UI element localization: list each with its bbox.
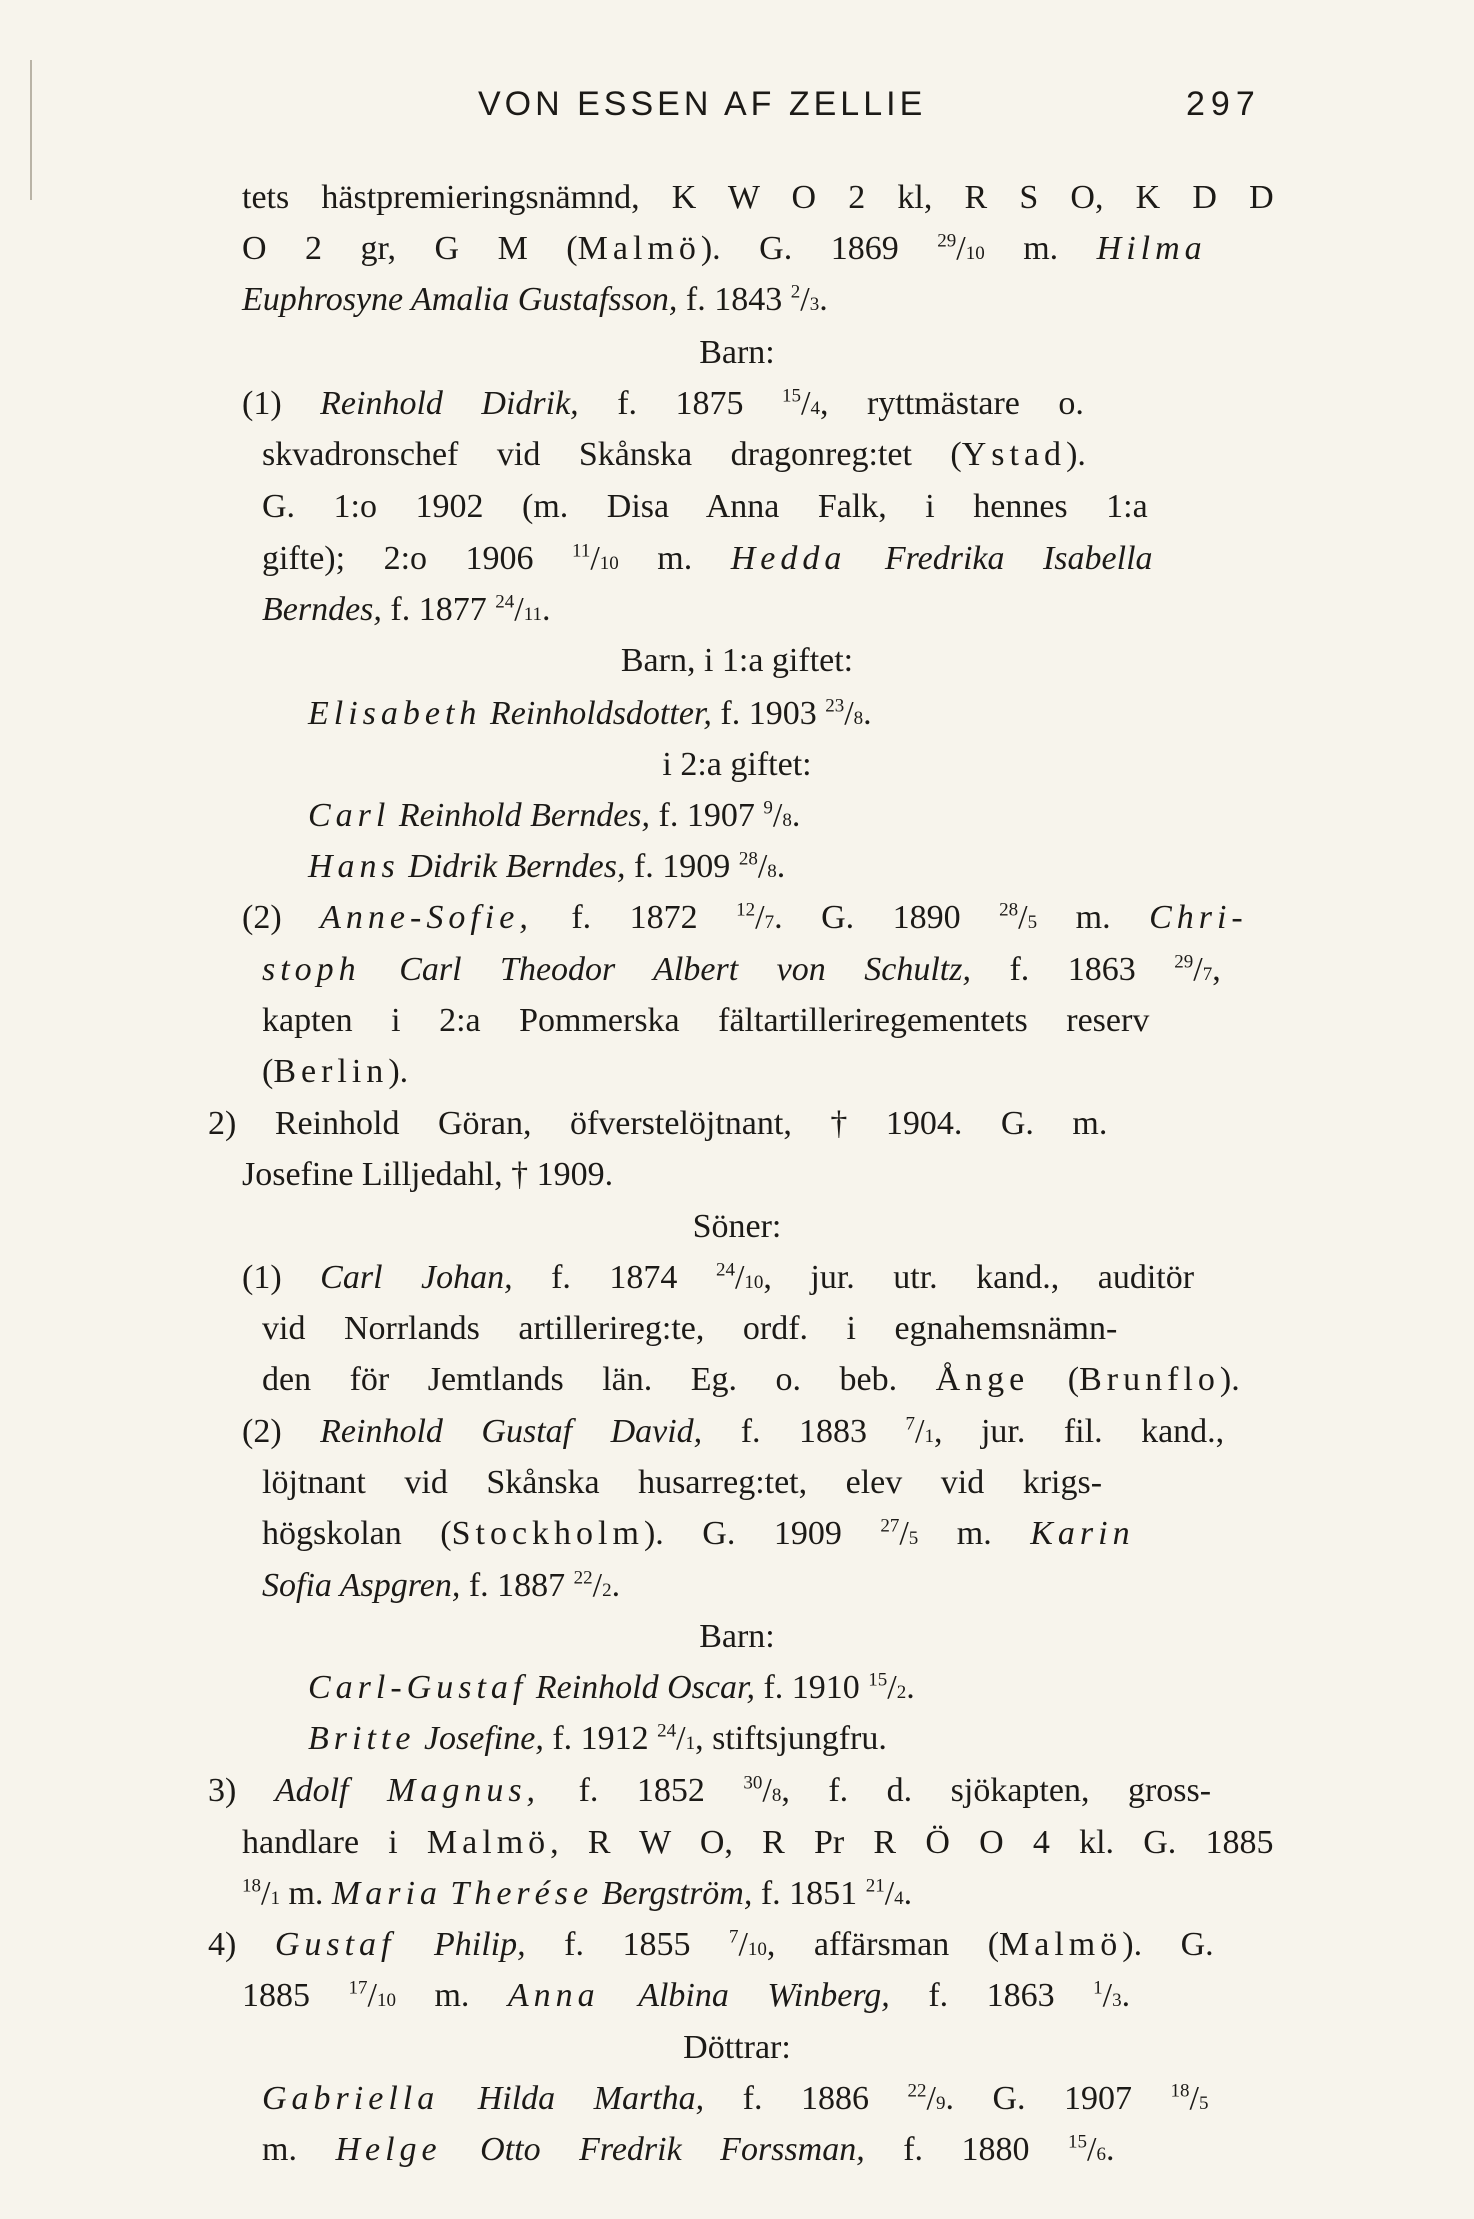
text-run: /	[801, 385, 811, 422]
text-run: /	[884, 1875, 895, 1912]
text-run: .	[819, 281, 828, 318]
date-day-superscript: 1	[1093, 1977, 1103, 1999]
name-italic: Sofia Aspgren,	[262, 1567, 461, 1604]
text-run: f. 1880	[864, 2131, 1069, 2168]
date-month-subscript: 1	[270, 1888, 280, 1909]
page-edge	[30, 60, 32, 200]
text-run: .	[1121, 1977, 1131, 2014]
name-italic: Carl Theodor Albert von Schultz,	[399, 951, 971, 988]
text-run	[390, 797, 399, 834]
spaced-place-name: Ystad	[961, 436, 1067, 473]
name-italic: Anna	[507, 1977, 600, 2014]
text-run: f. 1907	[650, 797, 764, 834]
text-line	[242, 1823, 1274, 1863]
text-run: handlare i	[242, 1824, 427, 1861]
text-run: .	[1105, 2131, 1115, 2168]
name-italic: stoph	[262, 951, 361, 988]
name-italic: Fredrika Isabella	[884, 540, 1153, 577]
text-run	[439, 2080, 478, 2117]
text-run: , jur. fil. kand.,	[933, 1413, 1225, 1450]
text-line	[262, 1514, 1135, 1559]
text-line	[208, 1771, 1211, 1816]
text-run	[396, 1926, 435, 1963]
text-run: f. 1883	[702, 1413, 906, 1450]
name-italic: Bergström,	[601, 1875, 753, 1912]
text-line	[262, 2130, 1114, 2175]
text-run	[349, 1772, 388, 1809]
text-line	[262, 1463, 1102, 1503]
text-line	[308, 694, 872, 739]
text-run: Döttrar:	[683, 2029, 791, 2066]
text-run: /	[1189, 2080, 1199, 2117]
text-run: vid Norrlands artillerireg:te, ordf. i egnahemsnämn-	[262, 1310, 1118, 1347]
text-run: Barn, i 1:a giftet:	[620, 642, 854, 679]
text-run	[527, 1669, 536, 1706]
text-line	[0, 745, 1474, 785]
text-line	[0, 2028, 1474, 2068]
date-day-superscript: 28	[738, 848, 758, 870]
date-month-subscript: 10	[965, 243, 985, 264]
spaced-place-name: Ånge	[935, 1361, 1030, 1398]
name-italic: Hedda	[730, 540, 847, 577]
text-run: , R W O, R Pr R Ö O 4 kl. G. 1885	[550, 1824, 1274, 1861]
text-run: .	[863, 695, 872, 732]
text-run: (1)	[242, 1259, 321, 1296]
date-day-superscript: 9	[763, 797, 773, 819]
date-month-subscript: 5	[1027, 912, 1038, 933]
date-day-superscript: 17	[348, 1977, 368, 1999]
text-line	[262, 1309, 1117, 1349]
text-run: /	[956, 230, 966, 267]
text-line	[208, 1104, 1107, 1144]
text-line	[242, 1155, 613, 1195]
text-run: f. 1872	[532, 899, 737, 936]
name-italic: Reinhold Berndes,	[398, 797, 651, 834]
text-run: /	[676, 1720, 686, 1757]
text-line	[262, 539, 1153, 584]
text-run: ). G.	[1122, 1926, 1214, 1963]
text-run: m.	[618, 540, 731, 577]
date-month-subscript: 7	[1202, 964, 1213, 985]
text-run: /	[261, 1875, 271, 1912]
name-italic: Reinhold Didrik,	[320, 385, 579, 422]
name-italic: Gustaf	[274, 1926, 396, 1963]
name-italic: Carl-Gustaf	[308, 1669, 528, 1706]
name-italic: Britte	[308, 1720, 416, 1757]
text-run: högskolan (	[262, 1515, 452, 1552]
text-run: /	[734, 1259, 745, 1296]
date-day-superscript: 15	[868, 1669, 888, 1691]
spaced-place-name: Stockholm	[451, 1515, 644, 1552]
name-italic: Josefine,	[423, 1720, 544, 1757]
spaced-place-name: Malmö	[426, 1824, 551, 1861]
text-run: ). G. 1909	[643, 1515, 881, 1552]
text-run: , stiftsjungfru.	[695, 1720, 887, 1757]
text-run: (1)	[242, 385, 321, 422]
text-run: f. 1851	[752, 1875, 866, 1912]
text-run: ).	[1066, 436, 1086, 473]
text-line	[0, 1207, 1474, 1247]
text-line	[242, 384, 1084, 429]
text-run: /	[772, 797, 783, 834]
text-run: f. 1852	[540, 1772, 744, 1809]
text-run: m.	[1037, 899, 1150, 936]
text-run	[481, 695, 490, 732]
name-italic: Hilda Martha,	[477, 2080, 705, 2117]
text-run: f. 1863	[889, 1977, 1094, 2014]
date-month-subscript: 11	[523, 604, 542, 625]
name-italic: Berndes,	[262, 591, 382, 628]
text-run: m.	[262, 2131, 336, 2168]
text-run: , affärsman (	[766, 1926, 1000, 1963]
text-line	[242, 1258, 1194, 1303]
date-day-superscript: 21	[865, 1875, 885, 1897]
date-day-superscript: 28	[999, 899, 1019, 921]
date-month-subscript: 7	[764, 912, 775, 933]
date-month-subscript: 4	[894, 1888, 904, 1909]
date-day-superscript: 15	[1068, 2131, 1088, 2153]
name-italic: Didrik Berndes,	[408, 848, 626, 885]
text-line	[262, 590, 551, 635]
text-line	[308, 847, 785, 892]
text-run	[415, 1720, 424, 1757]
text-run: (	[1029, 1361, 1080, 1398]
text-line	[0, 1617, 1474, 1657]
text-line	[242, 229, 1207, 274]
text-run: /	[1193, 951, 1203, 988]
text-run: ).	[388, 1053, 409, 1090]
date-day-superscript: 18	[1170, 2080, 1190, 2102]
text-run: f. 1912	[543, 1720, 658, 1757]
text-run: .	[542, 591, 551, 628]
text-run: f. 1886	[704, 2080, 908, 2117]
date-day-superscript: 11	[572, 540, 591, 562]
date-month-subscript: 1	[924, 1426, 934, 1447]
text-line	[308, 1668, 915, 1713]
date-month-subscript: 10	[376, 1990, 396, 2011]
text-run: .	[906, 1669, 915, 1706]
name-italic: Carl	[308, 797, 391, 834]
date-month-subscript: 3	[1112, 1990, 1122, 2011]
name-italic: Karin	[1030, 1515, 1135, 1552]
spaced-place-name: Malmö	[577, 230, 701, 267]
text-run: .	[903, 1875, 913, 1912]
date-month-subscript: 10	[744, 1272, 764, 1293]
name-italic: Chri-	[1149, 899, 1248, 936]
name-italic: Philip,	[434, 1926, 526, 1963]
text-run: , jur. utr. kand., auditör	[763, 1259, 1195, 1296]
text-run: O 2 gr, G M (	[242, 230, 578, 267]
text-run: tets hästpremieringsnämnd, K W O 2 kl, R S O, K D D	[242, 179, 1274, 216]
text-line	[262, 2079, 1208, 2124]
text-line	[262, 487, 1148, 527]
text-line	[308, 796, 800, 841]
spaced-place-name: Berlin	[273, 1053, 389, 1090]
text-run: ). G. 1869	[700, 230, 938, 267]
date-day-superscript: 24	[715, 1259, 735, 1281]
text-run	[442, 2131, 481, 2168]
date-month-subscript: 2	[896, 1682, 907, 1703]
date-day-superscript: 7	[728, 1926, 739, 1948]
date-day-superscript: 24	[657, 1720, 677, 1742]
text-line	[0, 641, 1474, 681]
text-run: kapten i 2:a Pommerska fältartilleriregementets reserv	[262, 1002, 1150, 1039]
name-italic: Hilma	[1096, 230, 1207, 267]
text-run: f. 1875	[578, 385, 783, 422]
text-run: G. 1:o 1902 (m. Disa Anna Falk, i hennes 1:a	[262, 488, 1148, 525]
text-run: /	[899, 1515, 909, 1552]
date-month-subscript: 8	[782, 810, 792, 831]
date-month-subscript: 6	[1096, 2144, 1106, 2165]
date-month-subscript: 10	[599, 553, 619, 574]
text-run: /	[755, 899, 765, 936]
text-run: m.	[279, 1875, 332, 1912]
text-run	[846, 540, 885, 577]
text-run: m.	[918, 1515, 1031, 1552]
date-month-subscript: 4	[810, 398, 820, 419]
text-run: /	[926, 2080, 936, 2117]
date-day-superscript: 27	[880, 1515, 900, 1537]
text-run: .	[776, 848, 786, 885]
text-run: /	[367, 1977, 377, 2014]
name-italic: Euphrosyne Amalia Gustafsson,	[242, 281, 678, 318]
date-day-superscript: 29	[1174, 951, 1194, 973]
text-run: löjtnant vid Skånska husarreg:tet, elev vid krigs-	[262, 1464, 1103, 1501]
date-month-subscript: 1	[685, 1733, 696, 1754]
date-day-superscript: 30	[743, 1772, 763, 1794]
date-month-subscript: 3	[809, 294, 820, 315]
text-run: /	[1087, 2131, 1097, 2168]
name-italic: Otto Fredrik Forssman,	[480, 2131, 865, 2168]
text-run: /	[514, 591, 524, 628]
name-italic: Elisabeth	[308, 695, 482, 732]
name-italic: Maria	[331, 1875, 442, 1912]
spaced-place-name: Malmö	[999, 1926, 1123, 1963]
date-month-subscript: 9	[935, 2093, 946, 2114]
text-run: f. 1843	[677, 281, 791, 318]
text-run: . G. 1890	[774, 899, 1000, 936]
text-line	[262, 950, 1221, 995]
text-run: .	[791, 797, 801, 834]
text-line	[0, 333, 1474, 373]
date-month-subscript: 2	[602, 1580, 612, 1601]
text-line	[208, 1925, 1214, 1970]
text-run: f. 1877	[381, 591, 496, 628]
text-run: /	[800, 281, 810, 318]
name-italic: Hans	[308, 848, 400, 885]
text-run: 1885	[242, 1977, 349, 2014]
text-run: ).	[1219, 1361, 1240, 1398]
text-run	[593, 1875, 602, 1912]
name-italic: Reinhold Gustaf David,	[320, 1413, 703, 1450]
name-italic: Gabriella	[262, 2080, 440, 2117]
text-run: .	[611, 1567, 621, 1604]
text-run: /	[590, 540, 600, 577]
date-day-superscript: 18	[242, 1875, 261, 1897]
text-run: Josefine Lilljedahl, † 1909.	[242, 1156, 614, 1193]
text-run: f. 1863	[970, 951, 1175, 988]
text-run: /	[1018, 899, 1028, 936]
text-run: (2)	[242, 1413, 321, 1450]
text-run: f. 1909	[625, 848, 739, 885]
text-run: Söner:	[692, 1208, 782, 1245]
text-run: . G. 1907	[945, 2080, 1171, 2117]
text-run: i 2:a giftet:	[662, 746, 812, 783]
name-italic: Magnus,	[387, 1772, 541, 1809]
text-line	[242, 1412, 1224, 1457]
text-run: , f. d. sjökapten, gross-	[781, 1772, 1212, 1809]
name-italic: Reinhold Oscar,	[535, 1669, 755, 1706]
running-header: VON ESSEN AF ZELLIE	[478, 85, 927, 123]
text-run: Barn:	[699, 1618, 775, 1655]
text-run: 2) Reinhold Göran, öfverstelöjtnant, † 1904. G. m.	[208, 1105, 1108, 1142]
text-run: /	[762, 1772, 772, 1809]
text-line	[262, 1566, 620, 1611]
name-italic: Adolf	[274, 1772, 349, 1809]
text-run: (	[262, 1053, 274, 1090]
text-line	[262, 435, 1086, 475]
text-run: 4)	[208, 1926, 275, 1963]
date-month-subscript: 5	[1198, 2093, 1209, 2114]
text-run: m.	[984, 230, 1097, 267]
date-day-superscript: 23	[825, 695, 845, 717]
name-italic: Albina Winberg,	[638, 1977, 890, 2014]
date-month-subscript: 10	[747, 1939, 767, 1960]
date-day-superscript: 29	[937, 230, 957, 252]
name-italic: Helge	[335, 2131, 442, 2168]
page-number: 297	[1186, 85, 1261, 123]
name-italic: Reinholdsdotter,	[489, 695, 712, 732]
date-month-subscript: 8	[771, 1785, 782, 1806]
text-line	[242, 1976, 1130, 2021]
date-day-superscript: 12	[736, 899, 756, 921]
text-line	[308, 1719, 887, 1764]
text-run: /	[1102, 1977, 1113, 2014]
text-run: f. 1903	[711, 695, 826, 732]
text-run: /	[592, 1567, 603, 1604]
date-month-subscript: 8	[853, 708, 864, 729]
text-run: /	[844, 695, 854, 732]
text-run: ,	[1212, 951, 1221, 988]
text-run: /	[757, 848, 768, 885]
text-run: den för Jemtlands län. Eg. o. beb.	[262, 1361, 936, 1398]
text-run: f. 1887	[460, 1567, 574, 1604]
text-run: , ryttmästare o.	[819, 385, 1084, 422]
date-day-superscript: 24	[495, 591, 515, 613]
text-line	[262, 1360, 1240, 1400]
text-line	[262, 1052, 408, 1092]
text-run: m.	[395, 1977, 508, 2014]
text-run: f. 1910	[754, 1669, 869, 1706]
date-month-subscript: 8	[767, 861, 777, 882]
date-day-superscript: 15	[782, 385, 802, 407]
text-run	[361, 951, 400, 988]
text-run	[600, 1977, 639, 2014]
spaced-place-name: Brunflo	[1079, 1361, 1220, 1398]
text-run: /	[887, 1669, 897, 1706]
text-run: f. 1874	[512, 1259, 716, 1296]
text-run: Barn:	[699, 334, 775, 371]
name-italic: Carl Johan,	[320, 1259, 513, 1296]
date-day-superscript: 22	[907, 2080, 927, 2102]
date-month-subscript: 5	[908, 1528, 919, 1549]
name-italic: Anne-Sofie,	[320, 899, 533, 936]
text-line	[242, 898, 1248, 943]
text-run: 3)	[208, 1772, 275, 1809]
date-day-superscript: 7	[905, 1413, 916, 1435]
text-run: /	[738, 1926, 748, 1963]
text-line	[242, 280, 828, 325]
text-line	[242, 1874, 912, 1919]
text-run: (2)	[242, 899, 321, 936]
text-run: gifte); 2:o 1906	[262, 540, 573, 577]
text-run: /	[915, 1413, 925, 1450]
name-italic: Therése	[450, 1875, 594, 1912]
text-line	[242, 178, 1274, 218]
date-day-superscript: 2	[790, 281, 801, 303]
text-run: skvadronschef vid Skånska dragonreg:tet (	[262, 436, 962, 473]
text-line	[262, 1001, 1149, 1041]
date-day-superscript: 22	[573, 1567, 593, 1589]
text-run: f. 1855	[525, 1926, 729, 1963]
